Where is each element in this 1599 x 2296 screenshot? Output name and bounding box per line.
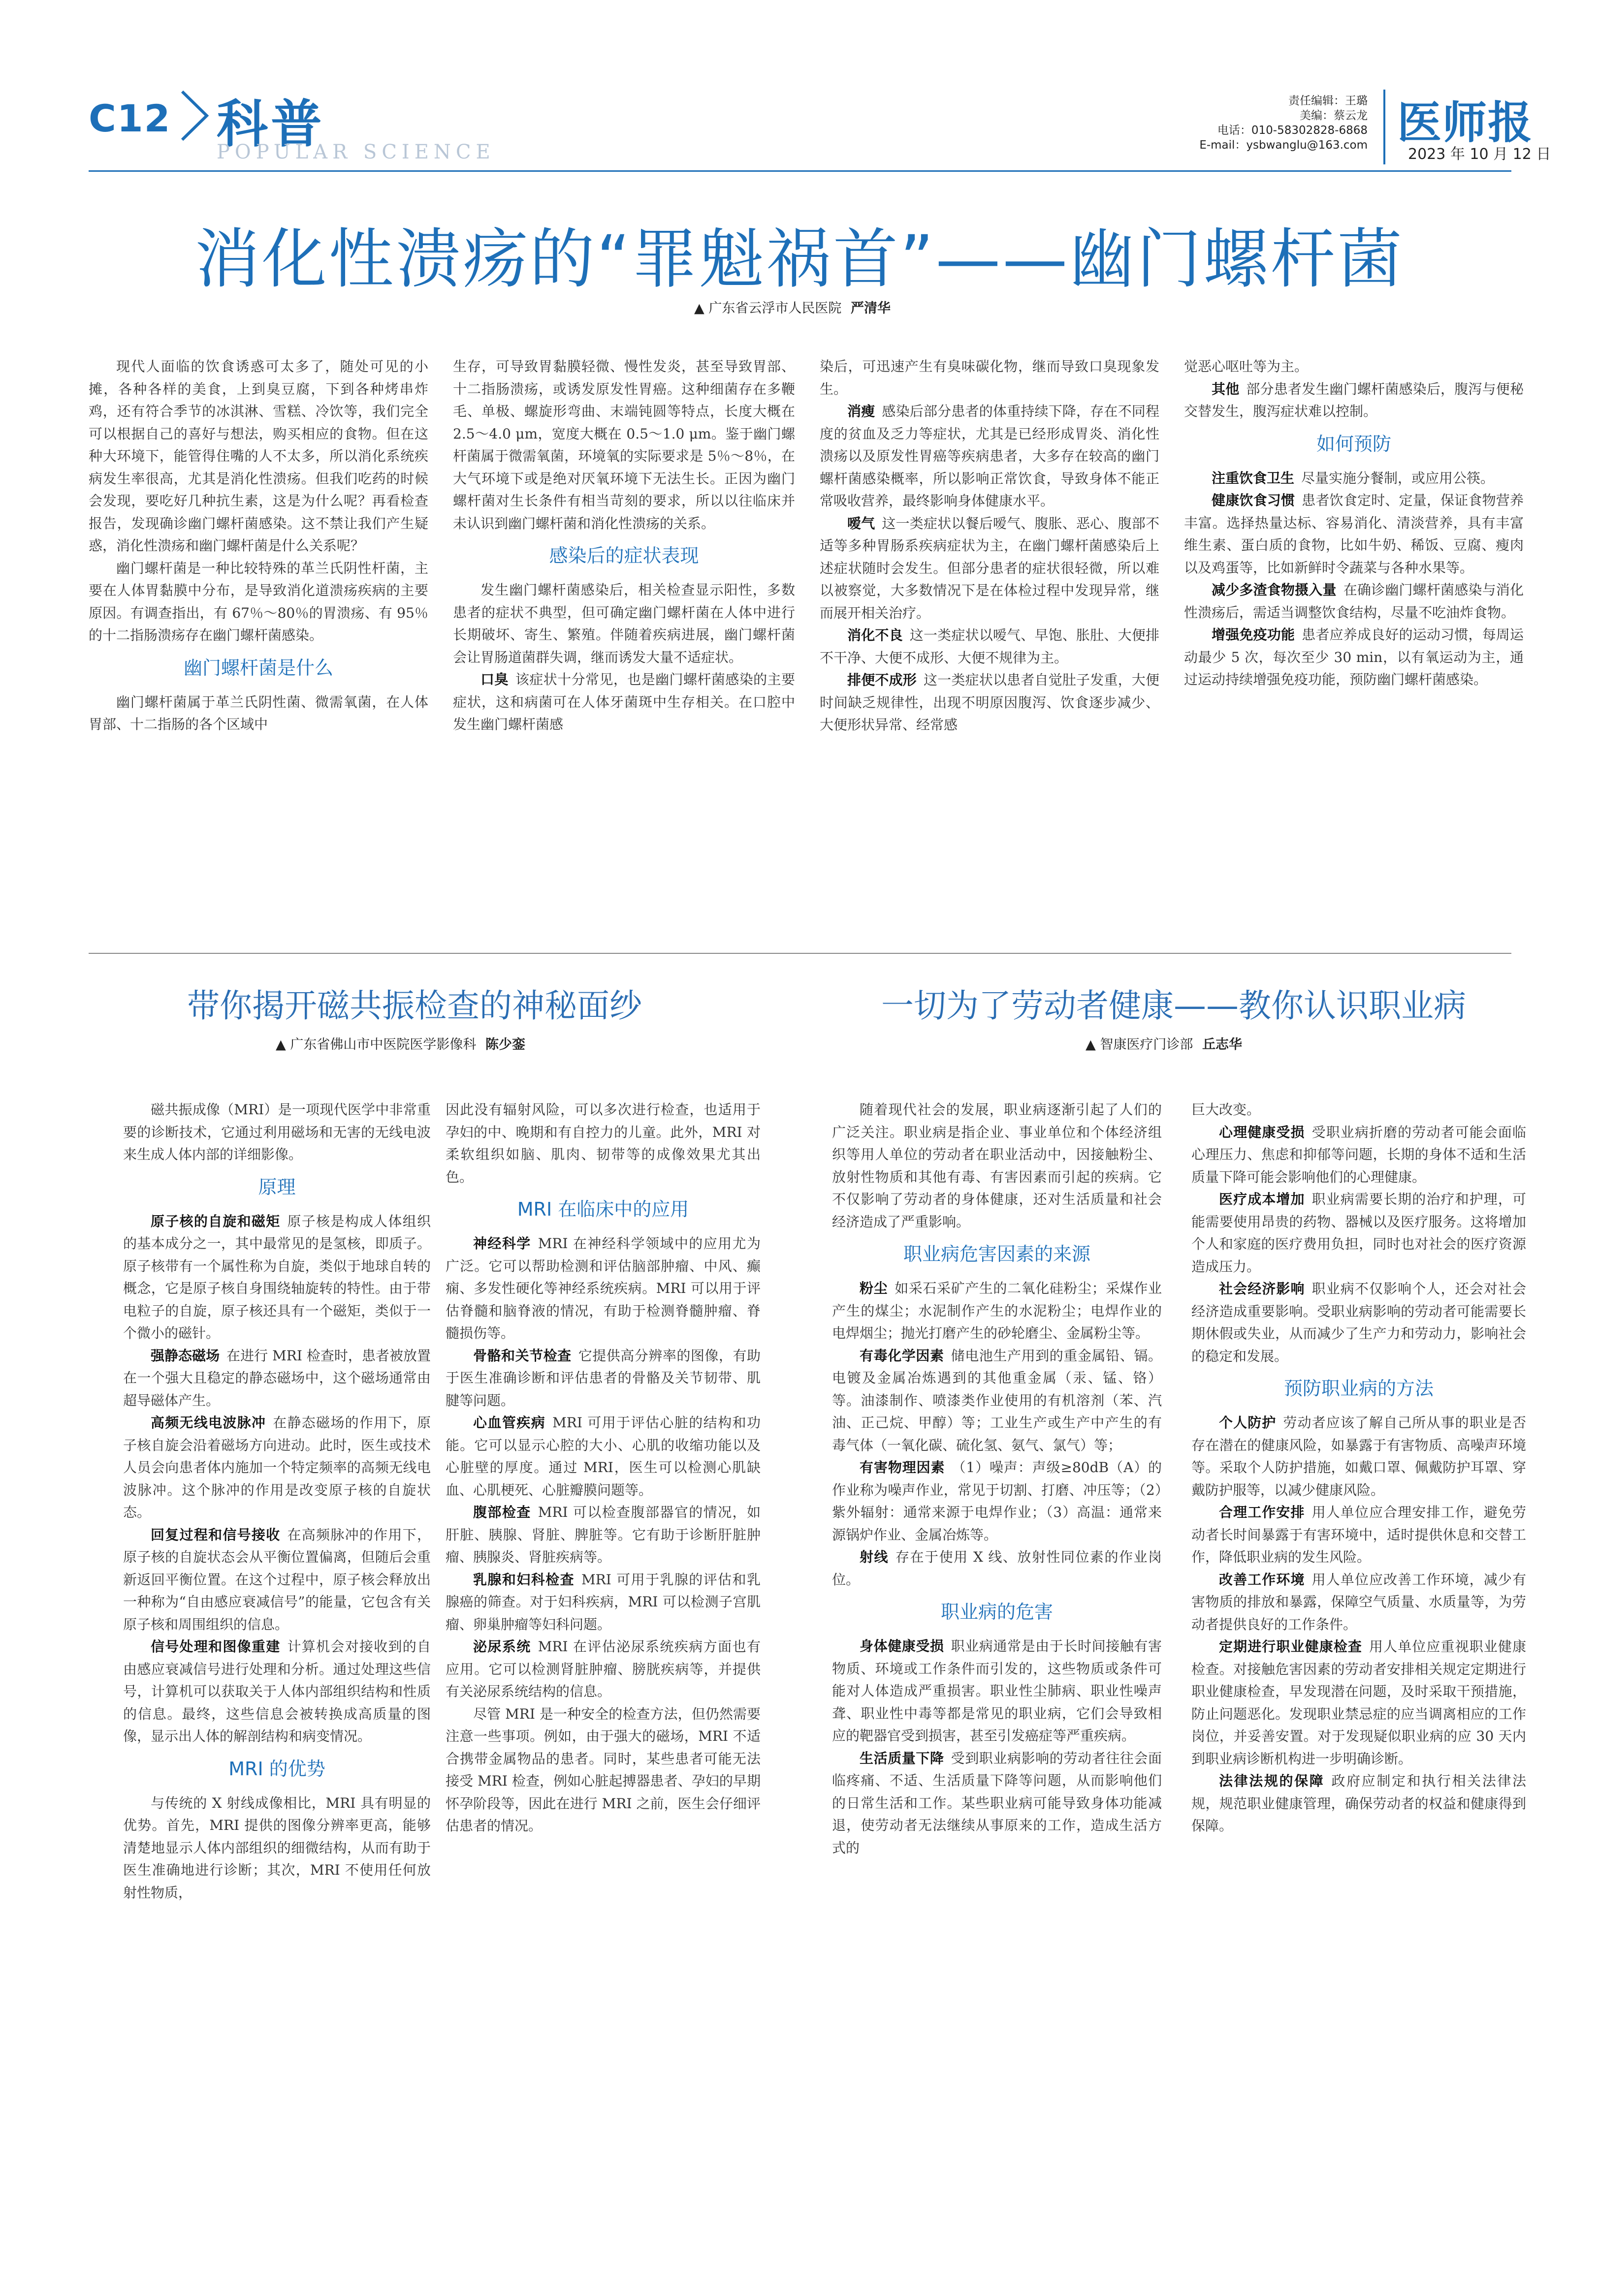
paragraph <box>89 691 428 736</box>
paragraph-text: 部分患者发生幽门螺杆菌感染后，腹泻与便秘交替发生，腹泻症状难以控制。 <box>1184 380 1524 419</box>
subheading: 如何预防 <box>1316 433 1391 455</box>
editor-phone: 电话：010-58302828-6868 <box>1217 124 1368 137</box>
paragraph-text: 现代人面临的饮食诱惑可太多了，随处可见的小摊，各种各样的美食，上到臭豆腐，下到各种烤串炸鸡，还有符合季节的冰淇淋、雪糕、冷饮等，我们完全可以根据自己的喜好与想法，购买相应的食物。但在这种大环境下，能管得住嘴的人不太多，所以消化系统疾病发生率很高，尤其是消化性溃疡。但我们吃药的时候会发现，要吃好几种抗生素，这是为什么呢？再看检查报告，发现确诊幽门螺杆菌感染。这不禁让我们产生疑惑，消化性溃疡和幽门螺杆菌是什么关系呢？ <box>89 358 428 554</box>
paragraph <box>123 1099 431 1166</box>
paragraph-text: 受到职业病影响的劳动者往往会面临疼痛、不适、生活质量下降等问题，从而影响他们的日常生活和工作。某些职业病可能导致身体功能减退，使劳动者无法继续从事原来的工作，造成生活方式的 <box>832 1750 1162 1856</box>
keyword: 泌尿系统 <box>473 1638 531 1655</box>
paragraph-text: 随着现代社会的发展，职业病逐渐引起了人们的广泛关注。职业病是指企业、事业单位和个体经济组织等用人单位的劳动者在职业活动中，因接触粉尘、放射性物质和其他有毒、有害因素而引起的疾病。它不仅影响了劳动者的身体健康，还对生活质量和社会经济造成了严重影响。 <box>832 1101 1162 1230</box>
paragraph <box>123 1792 431 1904</box>
paragraph-text: 因此没有辐射风险，可以多次进行检查，也适用于孕妇的中、晚期和有自控力的儿童。此外，MRI 对柔软组织如脑、肌肉、韧带等的成像效果尤其出色。 <box>446 1101 761 1185</box>
paragraph-text: 用人单位应改善工作环境，减少有害物质的排放和暴露，保障空气质量、水质量等，为劳动者提供良好的工作条件。 <box>1191 1571 1526 1633</box>
section-subtitle: POPULAR SCIENCE <box>217 141 495 163</box>
keyword: 合理工作安排 <box>1219 1504 1305 1520</box>
article-2-byline <box>276 1034 525 1053</box>
paragraph <box>832 1099 1162 1233</box>
paragraph <box>446 1345 761 1412</box>
keyword: 嗳气 <box>847 515 875 532</box>
paragraph-text: 这一类症状以嗳气、早饱、胀肚、大便排不干净、大便不成形、大便不规律为主。 <box>820 627 1159 666</box>
article-3-column-2 <box>1191 1099 1526 1837</box>
paragraph-text: MRI 可用于乳腺的评估和乳腺癌的筛查。对于妇科疾病，MRI 可以检测子宫肌瘤、卵巢肿瘤等妇科问题。 <box>446 1571 761 1633</box>
article-1-byline <box>694 297 891 316</box>
paragraph-text: （1）噪声：声级≥80dB（A）的作业称为噪声作业，常见于切割、打磨、冲压等；（2）紫外辐射：通常来源于电焊作业；（3）高温：通常来源锅炉作业、金属冶炼等。 <box>832 1459 1162 1543</box>
article-1-column-2 <box>453 355 795 736</box>
paragraph-text: 尽管 MRI 是一种安全的检查方法，但仍然需要注意一些事项。例如，由于强大的磁场，MRI 不适合携带金属物品的患者。同时，某些患者可能无法接受 MRI 检查，例如心脏起搏器患者、孕妇的早期怀孕阶段等，因此在进行 MRI 之前，医生会仔细评估患者的情况。 <box>446 1705 761 1834</box>
paragraph <box>1191 1121 1526 1189</box>
keyword: 社会经济影响 <box>1219 1281 1305 1297</box>
editor-name: 责任编辑：王璐 <box>1288 94 1368 107</box>
page-number: C12 <box>89 96 171 140</box>
paragraph-text: 觉恶心呕吐等为主。 <box>1184 358 1309 375</box>
paragraph-text: 在静态磁场的作用下，原子核自旋会沿着磁场方向进动。此时，医生或技术人员会向患者体内施加一个特定频率的高频无线电波脉冲。这个脉冲的作用是改变原子核的自旋状态。 <box>123 1415 431 1520</box>
keyword: 有毒化学因素 <box>860 1347 944 1364</box>
paragraph-text: 存在于使用 X 线、放射性同位素的作业岗位。 <box>832 1549 1162 1588</box>
paragraph <box>832 1277 1162 1345</box>
subheading: 职业病危害因素的来源 <box>903 1243 1090 1265</box>
paragraph <box>832 1635 1162 1747</box>
editor-info <box>1112 94 1368 153</box>
paragraph-text: 职业病需要长期的治疗和护理，可能需要使用昂贵的药物、器械以及医疗服务。这将增加个人和家庭的医疗费用负担，同时也对社会的医疗资源造成压力。 <box>1191 1191 1526 1275</box>
keyword: 其他 <box>1212 380 1240 397</box>
paragraph-text: 用人单位应合理安排工作，避免劳动者长时间暴露于有害环境中，适时提供休息和交替工作，降低职业病的发生风险。 <box>1191 1504 1526 1565</box>
article-2-column-2 <box>446 1099 761 1837</box>
paragraph-text: MRI 在神经科学领域中的应用尤为广泛。它可以帮助检测和评估脑部肿瘤、中风、癫痫、多发性硬化等神经系统疾病。MRI 可以用于评估脊髓和脑脊液的情况，有助于检测脊髓肿瘤、脊髓损伤等。 <box>446 1235 761 1341</box>
section-divider <box>89 953 1511 954</box>
subheading: MRI 在临床中的应用 <box>517 1198 689 1220</box>
paragraph <box>89 355 428 557</box>
keyword: 减少多渣食物摄入量 <box>1212 582 1337 598</box>
paragraph-continued <box>820 355 1159 400</box>
paragraph-text: 幽门螺杆菌属于革兰氏阴性菌、微需氧菌，在人体胃部、十二指肠的各个区域中 <box>89 693 428 732</box>
paragraph <box>123 1412 431 1524</box>
keyword: 射线 <box>860 1549 889 1565</box>
paragraph-text: 巨大改变。 <box>1191 1101 1261 1118</box>
paragraph-text: 政府应制定和执行相关法律法规，规范职业健康管理，确保劳动者的权益和健康得到保障。 <box>1191 1773 1526 1834</box>
paragraph-text: 患者饮食定时、定量，保证食物营养丰富。选择热量达标、容易消化、清淡营养，具有丰富维生素、蛋白质的食物，比如牛奶、稀饭、豆腐、瘦肉以及鸡蛋等，比如新鲜时令蔬菜与各种水果等。 <box>1184 492 1524 576</box>
keyword: 心理健康受损 <box>1219 1124 1305 1140</box>
paragraph-text: 它提供高分辨率的图像，有助于医生准确诊断和评估患者的骨骼及关节韧带、肌腱等问题。 <box>446 1347 761 1409</box>
paragraph <box>832 1546 1162 1591</box>
paragraph-text: 幽门螺杆菌是一种比较特殊的革兰氏阴性杆菌，主要在人体胃黏膜中分布，是导致消化道溃疡疾病的主要原因。有调查指出，有 67％～80％的胃溃疡、有 95％的十二指肠溃疡存在幽门螺杆菌感染。 <box>89 560 428 643</box>
keyword: 注重饮食卫生 <box>1212 470 1295 486</box>
article-1-column-4 <box>1184 355 1524 691</box>
article-1-column-1 <box>89 355 428 736</box>
paragraph <box>1191 1770 1526 1837</box>
paragraph-text: MRI 可以检查腹部器官的情况，如肝脏、胰腺、肾脏、脾脏等。它有助于诊断肝脏肿瘤、胰腺炎、肾脏疾病等。 <box>446 1504 761 1565</box>
paragraph-text: 发生幽门螺杆菌感染后，相关检查显示阳性，多数患者的症状不典型，但可确定幽门螺杆菌在人体中进行长期破坏、寄生、繁殖。伴随着疾病进展，幽门螺杆菌会让胃肠道菌群失调，继而诱发大量不适症状。 <box>453 582 795 665</box>
paragraph <box>453 579 795 668</box>
header-rule <box>89 170 1511 172</box>
paragraph <box>1184 467 1524 490</box>
masthead-divider <box>1383 90 1385 164</box>
article-2-title: 带你揭开磁共振检查的神秘面纱 <box>187 987 642 1025</box>
paragraph-text: 在进行 MRI 检查时，患者被放置在一个强大且稳定的静态磁场中，这个磁场通常由超导磁体产生。 <box>123 1347 431 1409</box>
paragraph-text: 染后，可迅速产生有臭味碳化物，继而导致口臭现象发生。 <box>820 358 1159 397</box>
keyword: 排便不成形 <box>847 672 917 688</box>
keyword: 高频无线电波脉冲 <box>151 1415 266 1431</box>
keyword: 生活质量下降 <box>860 1750 944 1766</box>
paragraph-text: MRI 在评估泌尿系统疾病方面也有应用。它可以检测肾脏肿瘤、膀胱疾病等，并提供有关泌尿系统结构的信息。 <box>446 1638 761 1699</box>
keyword: 有害物理因素 <box>860 1459 945 1476</box>
paragraph <box>1184 378 1524 423</box>
keyword: 粉尘 <box>860 1280 888 1296</box>
paragraph-text: 受职业病折磨的劳动者可能会面临心理压力、焦虑和抑郁等问题，长期的身体不适和生活质量下降可能会影响他们的心理健康。 <box>1191 1124 1526 1185</box>
article-3-byline <box>1086 1034 1242 1053</box>
paragraph <box>820 669 1159 736</box>
paragraph-text: 如采石采矿产生的二氧化硅粉尘；采煤作业产生的煤尘；水泥制作产生的水泥粉尘；电焊作业的电焊烟尘；抛光打磨产生的砂轮磨尘、金属粉尘等。 <box>832 1280 1162 1341</box>
article-3-affiliation: ▲ 智康医疗门诊部 <box>1086 1037 1193 1052</box>
paragraph-text: 尽量实施分餐制，或应用公筷。 <box>1301 470 1495 486</box>
paragraph <box>446 1569 761 1636</box>
paragraph-text: 用人单位应重视职业健康检查。对接触危害因素的劳动者安排相关规定定期进行职业健康检查，早发现潜在问题，及时采取干预措施，防止问题恶化。发现职业禁忌症的应当调离相应的工作岗位，并妥善安置。对于发现疑似职业病的应 30 天内到职业病诊断机构进一步明确诊断。 <box>1191 1638 1526 1767</box>
paragraph <box>123 1524 431 1636</box>
paragraph <box>1191 1636 1526 1770</box>
keyword: 消化不良 <box>847 627 903 643</box>
keyword: 神经科学 <box>473 1235 531 1252</box>
paragraph <box>1184 489 1524 579</box>
paragraph <box>832 1345 1162 1457</box>
paragraph-text: MRI 可用于评估心脏的结构和功能。它可以显示心腔的大小、心肌的收缩功能以及心脏壁的厚度。通过 MRI，医生可以检测心肌缺血、心肌梗死、心脏瓣膜问题等。 <box>446 1415 761 1498</box>
paragraph <box>123 1636 431 1748</box>
keyword: 健康饮食习惯 <box>1212 492 1295 508</box>
paragraph-text: 感染后部分患者的体重持续下降，存在不同程度的贫血及乏力等症状，尤其是已经形成胃炎、消化性溃疡以及原发性胃癌等疾病患者，大多存在较高的幽门螺杆菌感染概率，所以影响正常饮食，导致身体不能正常吸收营养，最终影响身体健康水平。 <box>820 403 1159 509</box>
paragraph-text: 在确诊幽门螺杆菌感染与消化性溃疡后，需适当调整饮食结构，尽量不吃油炸食物。 <box>1184 582 1524 621</box>
paragraph <box>1191 1501 1526 1569</box>
keyword: 消瘦 <box>847 403 875 419</box>
paragraph <box>1184 624 1524 691</box>
paragraph-text: 这一类症状以患者自觉肚子发重，大便时间缺乏规律性，出现不明原因腹泻、饮食逐步减少、大便形状异常、经常感 <box>820 672 1159 733</box>
section-title: 科普 <box>217 94 325 154</box>
paragraph-text: 原子核是构成人体组织的基本成分之一，其中最常见的是氢核，即质子。原子核带有一个属性称为自旋，类似于地球自转的概念，它是原子核自身围绕轴旋转的特性。由于带电粒子的自旋，原子核还具有一个磁矩，类似于一个微小的磁针。 <box>123 1213 431 1341</box>
chevron-right-icon <box>178 89 213 143</box>
subheading: 原理 <box>258 1176 296 1198</box>
article-1-title: 消化性溃疡的“罪魁祸首”——幽门螺杆菌 <box>194 221 1405 297</box>
paragraph-continued <box>1184 355 1524 378</box>
subheading: MRI 的优势 <box>228 1758 325 1780</box>
keyword: 医疗成本增加 <box>1219 1191 1305 1207</box>
newspaper-logo: 医师报 <box>1397 96 1533 149</box>
keyword: 信号处理和图像重建 <box>151 1638 281 1655</box>
paragraph <box>820 624 1159 669</box>
keyword: 乳腺和妇科检查 <box>473 1571 575 1588</box>
paragraph <box>832 1747 1162 1859</box>
paragraph <box>820 400 1159 512</box>
paragraph-text: 磁共振成像（MRI）是一项现代医学中非常重要的诊断技术，它通过利用磁场和无害的无线电波来生成人体内部的详细影像。 <box>123 1101 431 1163</box>
keyword: 心血管疾病 <box>473 1415 546 1431</box>
article-1-column-3 <box>820 355 1159 736</box>
keyword: 骨骼和关节检查 <box>473 1347 572 1364</box>
paragraph <box>1191 1412 1526 1501</box>
keyword: 定期进行职业健康检查 <box>1219 1638 1362 1655</box>
paragraph-text: 这一类症状以餐后嗳气、腹胀、恶心、腹部不适等多种胃肠系疾病症状为主，在幽门螺杆菌感染后上述症状随时会发生。但部分患者的症状很轻微，所以难以被察觉，大多数情况下是在体检过程中发现异常，继而展开相关治疗。 <box>820 515 1159 621</box>
paragraph <box>123 1210 431 1345</box>
article-2-column-1 <box>123 1099 431 1904</box>
paragraph <box>446 1703 761 1837</box>
paragraph <box>446 1501 761 1569</box>
paragraph-text: 该症状十分常见，也是幽门螺杆菌感染的主要症状，这和病菌可在人体牙菌斑中生存相关。在口腔中发生幽门螺杆菌感 <box>453 671 795 732</box>
paragraph <box>1184 579 1524 624</box>
paragraph <box>1191 1278 1526 1367</box>
subheading: 幽门螺杆菌是什么 <box>183 657 333 679</box>
article-3-title: 一切为了劳动者健康——教你认识职业病 <box>881 987 1466 1025</box>
keyword: 原子核的自旋和磁矩 <box>151 1213 281 1229</box>
article-2-author: 陈少銮 <box>485 1037 525 1052</box>
subheading: 预防职业病的方法 <box>1283 1378 1434 1399</box>
article-3-column-1 <box>832 1099 1162 1859</box>
article-3-author: 丘志华 <box>1202 1037 1242 1052</box>
paragraph-continued <box>1191 1099 1526 1121</box>
paragraph <box>446 1636 761 1703</box>
paragraph-continued <box>446 1099 761 1188</box>
paragraph-continued <box>453 355 795 535</box>
keyword: 回复过程和信号接收 <box>151 1526 281 1543</box>
article-1-affiliation: ▲ 广东省云浮市人民医院 <box>694 301 842 316</box>
paragraph-text: 在高频脉冲的作用下，原子核的自旋状态会从平衡位置偏离，但随后会重新返回平衡位置。在这个过程中，原子核会释放出一种称为“自由感应衰减信号”的能量，它包含有关原子核和周围组织的信息。 <box>123 1526 431 1633</box>
paragraph <box>453 668 795 736</box>
paragraph <box>1191 1188 1526 1278</box>
paragraph <box>820 512 1159 625</box>
paragraph-text: 与传统的 X 射线成像相比，MRI 具有明显的优势。首先，MRI 提供的图像分辨率更高，能够清楚地显示人体内部组织的细微结构，从而有助于医生准确地进行诊断；其次，MRI 不使用任何放射性物质， <box>123 1794 431 1901</box>
keyword: 腹部检查 <box>473 1504 531 1520</box>
paragraph <box>89 557 428 647</box>
paragraph <box>446 1232 761 1345</box>
article-2-affiliation: ▲ 广东省佛山市中医院医学影像科 <box>276 1037 477 1052</box>
paragraph-text: 计算机会对接收到的自由感应衰减信号进行处理和分析。通过处理这些信号，计算机可以获取关于人体内部组织结构和性质的信息。最终，这些信息会被转换成高质量的图像，显示出人体的解剖结构和病变情况。 <box>123 1638 431 1744</box>
keyword: 法律法规的保障 <box>1219 1773 1325 1789</box>
paragraph-text: 职业病不仅影响个人，还会对社会经济造成重要影响。受职业病影响的劳动者可能需要长期休假或失业，从而减少了生产力和劳动力，影响社会的稳定和发展。 <box>1191 1281 1526 1364</box>
paragraph-text: 生存，可导致胃黏膜轻微、慢性发炎，甚至导致胃部、十二指肠溃疡，或诱发原发性胃癌。这种细菌存在多鞭毛、单极、螺旋形弯曲、末端钝圆等特点，长度大概在 2.5～4.0 μm，宽度大概在 0.5～1.0 μm。鉴于幽门螺杆菌属于微需氧菌，环境氧的实际要求是 5％～8％，在大气环境下或是绝对厌氧环境下无法生长。正因为幽门螺杆菌对生长条件有相当苛刻的要求，所以以往临床并未认识到幽门螺杆菌和消化性溃疡的关系。 <box>453 358 795 532</box>
paragraph-text: 劳动者应该了解自己所从事的职业是否存在潜在的健康风险，如暴露于有害物质、高噪声环境等。采取个人防护措施，如戴口罩、佩戴防护耳罩、穿戴防护服等，以减少健康风险。 <box>1191 1415 1526 1498</box>
issue-date: 2023 年 10 月 12 日 <box>1408 146 1551 163</box>
paragraph-text: 患者应养成良好的运动习惯，每周运动最少 5 次，每次至少 30 min，以有氧运动为主，通过运动持续增强免疫功能，预防幽门螺杆菌感染。 <box>1184 627 1524 688</box>
subheading: 职业病的危害 <box>940 1601 1053 1623</box>
keyword: 身体健康受损 <box>860 1638 944 1654</box>
keyword: 改善工作环境 <box>1219 1571 1305 1588</box>
keyword: 强静态磁场 <box>151 1347 220 1364</box>
keyword: 口臭 <box>480 671 509 688</box>
paragraph-text: 职业病通常是由于长时间接触有害物质、环境或工作条件而引发的，这些物质或条件可能对人体造成严重损害。职业性尘肺病、职业性噪声聋、职业性中毒等都是常见的职业病，它们会导致相应的靶器官受到损害，甚至引发癌症等严重疾病。 <box>832 1638 1162 1744</box>
article-1-author: 严清华 <box>850 301 891 316</box>
paragraph <box>446 1412 761 1501</box>
subheading: 感染后的症状表现 <box>549 545 699 566</box>
paragraph-text: 储电池生产用到的重金属铅、镉。电镀及金属冶炼遇到的其他重金属（汞、锰、铬）等。油漆制作、喷漆类作业使用的有机溶剂（苯、汽油、正己烷、甲醇）等；工业生产或生产中产生的有毒气体（一氧化碳、硫化氢、氨气、氯气）等； <box>832 1347 1162 1453</box>
editor-email: E-mail：ysbwanglu@163.com <box>1199 139 1368 152</box>
paragraph <box>123 1345 431 1412</box>
paragraph <box>1191 1569 1526 1636</box>
keyword: 增强免疫功能 <box>1212 627 1295 643</box>
keyword: 个人防护 <box>1219 1415 1277 1431</box>
art-editor-name: 美编：蔡云龙 <box>1300 109 1368 122</box>
paragraph <box>832 1456 1162 1546</box>
